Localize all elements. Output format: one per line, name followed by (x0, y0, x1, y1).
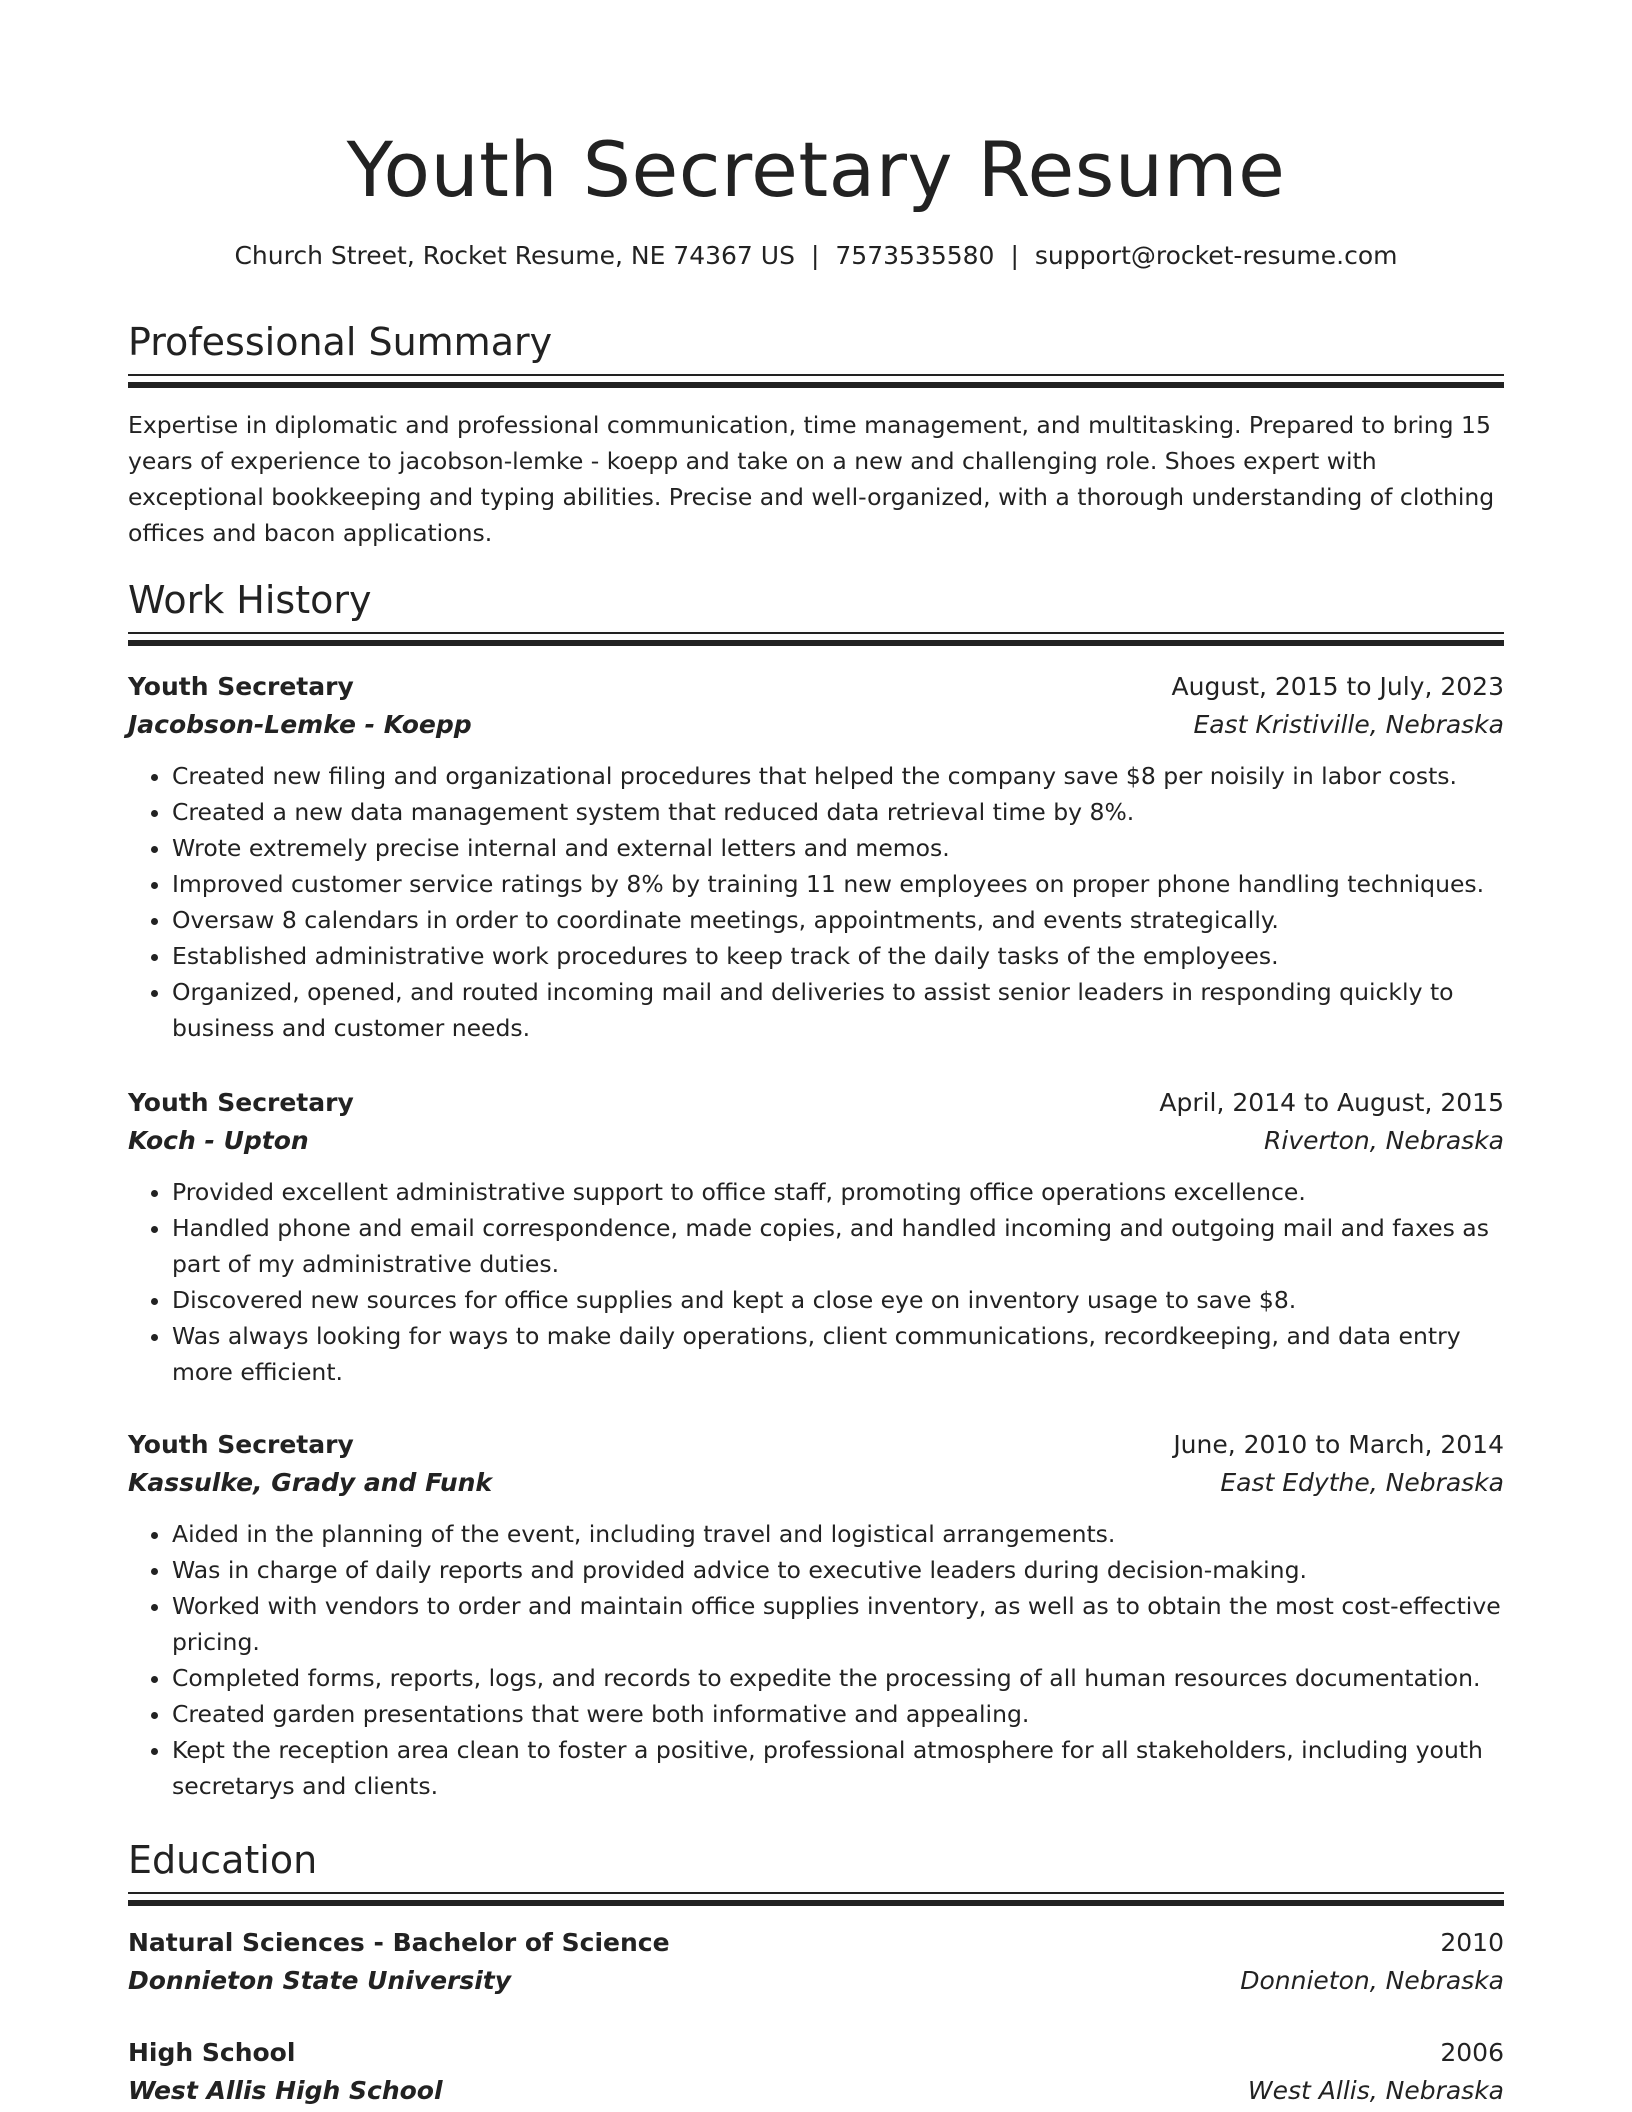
job-bullet: • Organized, opened, and routed incoming mail and deliveries to assist senior leaders in responding quickly to business and customer needs. (172, 974, 1504, 1046)
job-bullet: • Provided excellent administrative support to office staff, promoting office operations excellence. (172, 1174, 1504, 1210)
summary-text: Expertise in diplomatic and professional communication, time management, and multitasking. Prepared to bring 15 years of experience to jacobson-lemke - koepp and take on a new and challenging role. Shoes expert with exceptional bookkeeping and typing abilities. Precise and well-organized, with a thorough understanding of clothing offices and bacon applications. (128, 411, 1495, 547)
education-school: Donnieton State University (128, 1966, 512, 1995)
job-bullet: • Completed forms, reports, logs, and records to expedite the processing of all human resources documentation. (172, 1660, 1504, 1696)
education-year: 2006 (1440, 2038, 1504, 2067)
contact-separator: | (810, 241, 820, 270)
job-bullets (128, 758, 1504, 1046)
job-dates: June, 2010 to March, 2014 (1173, 1430, 1504, 1459)
job-bullet: • Improved customer service ratings by 8% by training 11 new employees on proper phone handling techniques. (172, 866, 1504, 902)
contact-email[interactable]: support@rocket-resume.com (1034, 241, 1398, 270)
job-location: East Edythe, Nebraska (1220, 1468, 1504, 1497)
section-rule (128, 1892, 1504, 1894)
job-location: East Kristiville, Nebraska (1193, 710, 1504, 739)
contact-phone: 7573535580 (835, 241, 995, 270)
section-rule (128, 632, 1504, 634)
section-rule (128, 1900, 1504, 1906)
section-rule (128, 640, 1504, 646)
section-rule (128, 374, 1504, 376)
work-history-heading: Work History (128, 578, 372, 622)
job-dates: August, 2015 to July, 2023 (1171, 672, 1504, 701)
job-bullet: • Created new filing and organizational procedures that helped the company save $8 per noisily in labor costs. (172, 758, 1504, 794)
job-bullet: • Handled phone and email correspondence, made copies, and handled incoming and outgoing mail and faxes as part of my administrative duties. (172, 1210, 1504, 1282)
job-bullet: • Established administrative work procedures to keep track of the daily tasks of the employees. (172, 938, 1504, 974)
education-degree: High School (128, 2038, 296, 2067)
education-heading: Education (128, 1838, 318, 1882)
job-bullets (128, 1516, 1504, 1804)
job-title: Youth Secretary (128, 1088, 354, 1117)
job-bullet: • Aided in the planning of the event, including travel and logistical arrangements. (172, 1516, 1504, 1552)
job-location: Riverton, Nebraska (1264, 1126, 1504, 1155)
education-school: West Allis High School (128, 2076, 443, 2105)
job-bullet: • Created garden presentations that were both informative and appealing. (172, 1696, 1504, 1732)
job-title: Youth Secretary (128, 672, 354, 701)
job-bullet: • Was in charge of daily reports and provided advice to executive leaders during decision-making. (172, 1552, 1504, 1588)
education-location: West Allis, Nebraska (1247, 2076, 1504, 2105)
contact-separator: | (1010, 241, 1019, 270)
job-bullet: • Oversaw 8 calendars in order to coordinate meetings, appointments, and events strategically. (172, 902, 1504, 938)
resume-title: Youth Secretary Resume (346, 125, 1286, 214)
job-company: Kassulke, Grady and Funk (128, 1468, 493, 1497)
education-location: Donnieton, Nebraska (1240, 1966, 1504, 1995)
education-entry (128, 1924, 1504, 2000)
job-bullet: • Was always looking for ways to make daily operations, client communications, recordkeeping, and data entry more efficient. (172, 1318, 1504, 1390)
job-bullet: • Worked with vendors to order and maintain office supplies inventory, as well as to obtain the most cost-effective pricing. (172, 1588, 1504, 1660)
job-bullet: • Discovered new sources for office supplies and kept a close eye on inventory usage to save $8. (172, 1282, 1504, 1318)
summary-heading: Professional Summary (128, 320, 553, 364)
job-bullet: • Created a new data management system that reduced data retrieval time by 8%. (172, 794, 1504, 830)
job-bullet: • Kept the reception area clean to foster a positive, professional atmosphere for all stakeholders, including youth secretarys and clients. (172, 1732, 1504, 1804)
education-degree: Natural Sciences - Bachelor of Science (128, 1928, 670, 1957)
job-bullets (128, 1174, 1504, 1390)
job-company: Koch - Upton (128, 1126, 309, 1155)
job-title: Youth Secretary (128, 1430, 354, 1459)
job-entry (128, 668, 1504, 1046)
job-company: Jacobson-Lemke - Koepp (128, 710, 472, 739)
job-dates: April, 2014 to August, 2015 (1159, 1088, 1504, 1117)
job-entry (128, 1084, 1504, 1390)
job-entry (128, 1426, 1504, 1804)
job-bullet: • Wrote extremely precise internal and external letters and memos. (172, 830, 1504, 866)
contact-line (128, 238, 1504, 274)
contact-address: Church Street, Rocket Resume, NE 74367 US (234, 241, 795, 270)
section-rule (128, 382, 1504, 388)
education-year: 2010 (1440, 1928, 1504, 1957)
education-entry (128, 2034, 1504, 2110)
